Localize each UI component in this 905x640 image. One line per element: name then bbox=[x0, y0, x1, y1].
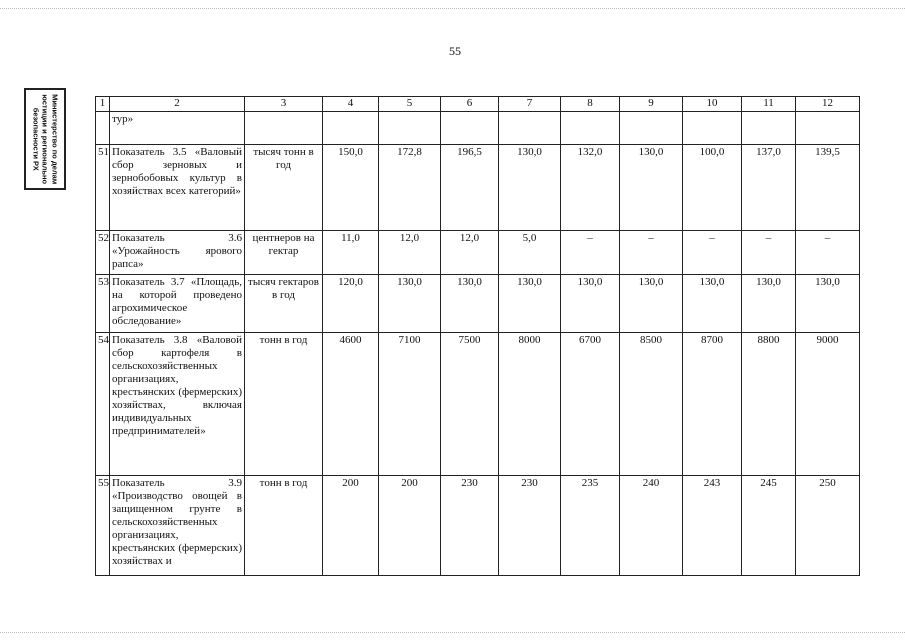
value-cell bbox=[379, 112, 441, 145]
table-row bbox=[96, 333, 860, 476]
value-cell: 130,0 bbox=[499, 275, 561, 333]
value-cell: 235 bbox=[561, 476, 620, 576]
indicator-name-cell: Показатель 3.7 «Площадь, на которой проведено агрохимическое обследование» bbox=[110, 275, 245, 333]
header-cell: 5 bbox=[379, 97, 441, 112]
value-cell: 200 bbox=[379, 476, 441, 576]
indicators-table bbox=[95, 96, 860, 576]
value-cell bbox=[441, 112, 499, 145]
row-number-cell: 54 bbox=[96, 333, 110, 476]
row-number-cell: 51 bbox=[96, 145, 110, 231]
value-cell: 130,0 bbox=[499, 145, 561, 231]
value-cell: 240 bbox=[620, 476, 683, 576]
header-cell: 8 bbox=[561, 97, 620, 112]
table-row bbox=[96, 476, 860, 576]
scan-artifact-top bbox=[0, 8, 905, 11]
value-cell: – bbox=[796, 231, 860, 275]
value-cell: 130,0 bbox=[379, 275, 441, 333]
unit-cell bbox=[245, 112, 323, 145]
row-number-cell: 52 bbox=[96, 231, 110, 275]
header-cell: 4 bbox=[323, 97, 379, 112]
scan-artifact-bottom bbox=[0, 632, 905, 635]
value-cell bbox=[796, 112, 860, 145]
indicator-name-cell: Показатель 3.5 «Валовый сбор зерновых и зернобобовых культур в хозяйствах всех категорий» bbox=[110, 145, 245, 231]
unit-cell: тонн в год bbox=[245, 476, 323, 576]
header-cell: 3 bbox=[245, 97, 323, 112]
value-cell: 8700 bbox=[683, 333, 742, 476]
value-cell: 12,0 bbox=[379, 231, 441, 275]
header-cell: 9 bbox=[620, 97, 683, 112]
table-row-continuation bbox=[96, 112, 860, 145]
value-cell: 120,0 bbox=[323, 275, 379, 333]
value-cell: 8800 bbox=[742, 333, 796, 476]
header-cell: 10 bbox=[683, 97, 742, 112]
value-cell: 137,0 bbox=[742, 145, 796, 231]
value-cell: 11,0 bbox=[323, 231, 379, 275]
value-cell bbox=[683, 112, 742, 145]
table-row bbox=[96, 275, 860, 333]
header-cell: 1 bbox=[96, 97, 110, 112]
indicator-name-cell: Показатель 3.6 «Урожайность ярового рапса» bbox=[110, 231, 245, 275]
value-cell: 130,0 bbox=[561, 275, 620, 333]
value-cell: 250 bbox=[796, 476, 860, 576]
unit-cell: тысяч тонн в год bbox=[245, 145, 323, 231]
value-cell: – bbox=[683, 231, 742, 275]
value-cell bbox=[499, 112, 561, 145]
value-cell: 230 bbox=[499, 476, 561, 576]
value-cell: – bbox=[620, 231, 683, 275]
value-cell: – bbox=[561, 231, 620, 275]
value-cell: 132,0 bbox=[561, 145, 620, 231]
header-cell: 12 bbox=[796, 97, 860, 112]
value-cell: 8000 bbox=[499, 333, 561, 476]
stamp-line: Министерство по делам bbox=[50, 93, 60, 185]
registration-stamp bbox=[24, 88, 66, 190]
stamp-text bbox=[31, 94, 60, 184]
header-cell: 6 bbox=[441, 97, 499, 112]
stamp-line: юстиции и регионально bbox=[40, 94, 50, 184]
value-cell: 130,0 bbox=[620, 275, 683, 333]
value-cell: 130,0 bbox=[796, 275, 860, 333]
header-cell: 7 bbox=[499, 97, 561, 112]
value-cell: 130,0 bbox=[742, 275, 796, 333]
table-header-row bbox=[96, 97, 860, 112]
value-cell: 196,5 bbox=[441, 145, 499, 231]
header-cell: 11 bbox=[742, 97, 796, 112]
value-cell bbox=[561, 112, 620, 145]
value-cell: 5,0 bbox=[499, 231, 561, 275]
value-cell: 150,0 bbox=[323, 145, 379, 231]
row-number-cell bbox=[96, 112, 110, 145]
page-number: 55 bbox=[449, 44, 461, 58]
header-cell: 2 bbox=[110, 97, 245, 112]
value-cell: 130,0 bbox=[441, 275, 499, 333]
value-cell: 230 bbox=[441, 476, 499, 576]
value-cell bbox=[742, 112, 796, 145]
stamp-line: безопасности РХ bbox=[31, 107, 41, 171]
row-number-cell: 55 bbox=[96, 476, 110, 576]
table-row bbox=[96, 231, 860, 275]
value-cell: 8500 bbox=[620, 333, 683, 476]
value-cell: – bbox=[742, 231, 796, 275]
unit-cell: тонн в год bbox=[245, 333, 323, 476]
indicator-name-cell: Показатель 3.8 «Валовой сбор картофеля в сельскохозяйственных организациях, крестьянских (фермерских) хозяйствах, включая индивидуальных предпринимателей» bbox=[110, 333, 245, 476]
value-cell: 130,0 bbox=[620, 145, 683, 231]
value-cell: 12,0 bbox=[441, 231, 499, 275]
unit-cell: центнеров на гектар bbox=[245, 231, 323, 275]
value-cell: 245 bbox=[742, 476, 796, 576]
indicator-name-cell: Показатель 3.9 «Производство овощей в защищенном грунте в сельскохозяйственных организациях, крестьянских (фермерских) хозяйствах и bbox=[110, 476, 245, 576]
value-cell bbox=[323, 112, 379, 145]
value-cell bbox=[620, 112, 683, 145]
value-cell: 7500 bbox=[441, 333, 499, 476]
value-cell: 9000 bbox=[796, 333, 860, 476]
value-cell: 7100 bbox=[379, 333, 441, 476]
value-cell: 4600 bbox=[323, 333, 379, 476]
value-cell: 200 bbox=[323, 476, 379, 576]
value-cell: 139,5 bbox=[796, 145, 860, 231]
value-cell: 6700 bbox=[561, 333, 620, 476]
value-cell: 172,8 bbox=[379, 145, 441, 231]
value-cell: 100,0 bbox=[683, 145, 742, 231]
table-row bbox=[96, 145, 860, 231]
unit-cell: тысяч гектаров в год bbox=[245, 275, 323, 333]
indicator-name-cell: тур» bbox=[110, 112, 245, 145]
value-cell: 130,0 bbox=[683, 275, 742, 333]
value-cell: 243 bbox=[683, 476, 742, 576]
row-number-cell: 53 bbox=[96, 275, 110, 333]
